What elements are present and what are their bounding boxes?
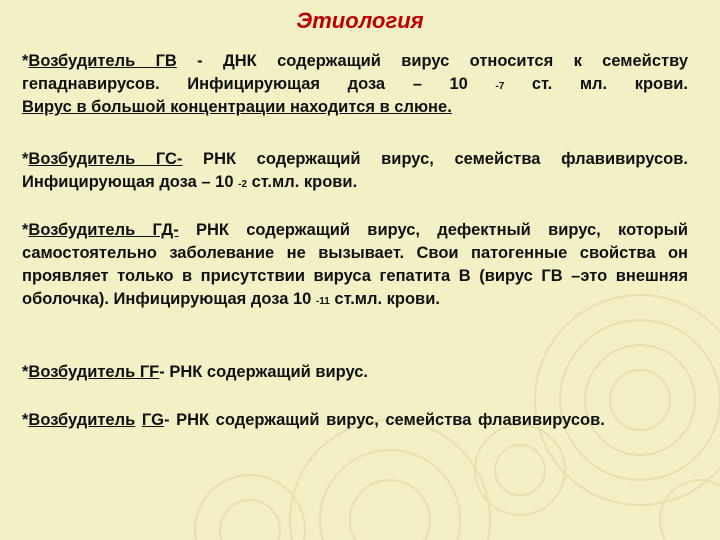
paragraph-hgv — [22, 409, 688, 432]
bullet-star: * — [22, 363, 29, 381]
paragraph-text: - РНК содержащий вирус. — [159, 363, 368, 381]
exponent: -2 — [238, 179, 248, 190]
agent-label-code: ГG — [141, 411, 165, 429]
exponent: -11 — [315, 296, 330, 307]
exponent: -7 — [495, 81, 505, 92]
paragraph-hfv — [22, 361, 688, 384]
agent-label-word: Возбудитель — [28, 411, 136, 429]
bullet-star: * — [22, 411, 29, 429]
slide-title: Этиология — [296, 8, 424, 33]
paragraph-hdv — [22, 219, 688, 313]
paragraph-hbv-line3 — [22, 96, 688, 119]
paragraph-hcv — [22, 148, 688, 196]
paragraph-text-end: ст. мл. крови. — [504, 75, 688, 93]
agent-label-code: ГС- — [155, 150, 183, 168]
paragraph-hbv — [22, 50, 688, 98]
agent-label: Возбудитель ГВ — [28, 52, 177, 70]
underlined-note: Вирус в большой концентрации находится в слюне. — [22, 98, 452, 116]
agent-label: Возбудитель ГД- — [28, 221, 179, 239]
agent-label-word: Возбудитель — [28, 150, 136, 168]
paragraph-text: - ДНК содержащий вирус относится к семейству гепаднавирусов. Инфицирующая доза – 10 — [22, 52, 688, 93]
paragraph-text-end: ст.мл. крови. — [247, 173, 358, 191]
bullet-star: * — [22, 150, 29, 168]
bullet-star: * — [22, 52, 29, 70]
agent-label: Возбудитель ГF — [28, 363, 160, 381]
paragraph-text: - РНК содержащий вирус, семейства флавивирусов. — [164, 411, 605, 429]
paragraph-text: РНК содержащий вирус, семейства флавивирусов. Инфицирующая доза – 10 — [22, 150, 688, 191]
paragraph-text-end: ст.мл. крови. — [329, 290, 440, 308]
paragraph-text: РНК содержащий вирус, дефектный вирус, который самостоятельно заболевание не вызывает. Свои патогенные свойства он проявляет только в присутствии вируса гепатита В (вирус ГВ –это внешняя оболочка). Инфицирующая доза 10 — [22, 221, 688, 308]
bullet-star: * — [22, 221, 29, 239]
